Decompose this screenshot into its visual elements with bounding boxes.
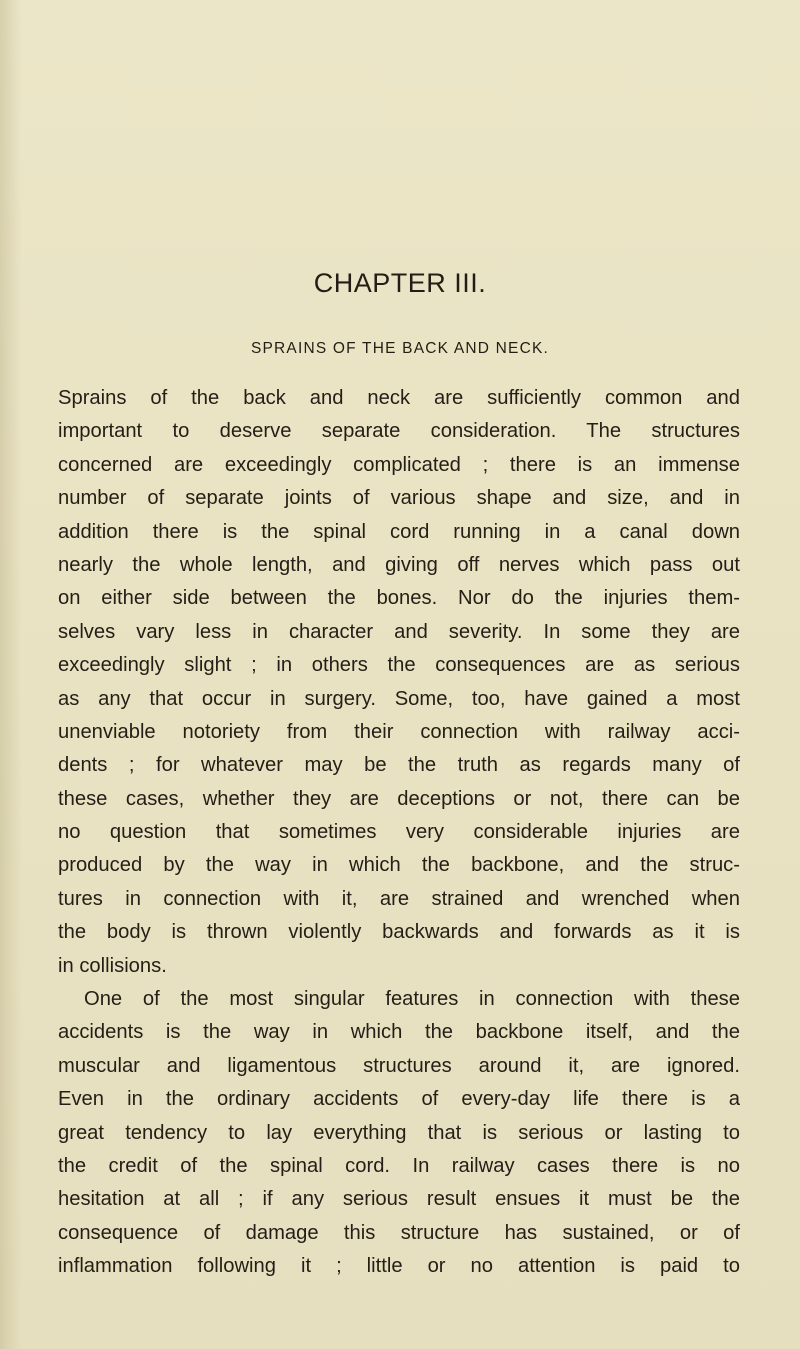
- text-line: inflammation following it ; little or no attention is paid to: [58, 1255, 740, 1278]
- text-line: no question that sometimes very considerable injuries are: [58, 821, 740, 844]
- text-line: as any that occur in surgery. Some, too, have gained a most: [58, 687, 740, 710]
- text-line: concerned are exceedingly complicated ; there is an immense: [58, 453, 740, 476]
- text-line: the credit of the spinal cord. In railway cases there is no: [58, 1154, 740, 1177]
- text-line: great tendency to lay everything that is serious or lasting to: [58, 1121, 740, 1144]
- text-line: selves vary less in character and severity. In some they are: [58, 620, 740, 643]
- text-line: accidents is the way in which the backbone itself, and the: [58, 1021, 740, 1044]
- text-line: One of the most singular features in connection with these: [84, 988, 740, 1011]
- text-line: unenviable notoriety from their connection with railway acci-: [58, 720, 740, 743]
- text-line: Even in the ordinary accidents of every-day life there is a: [58, 1088, 740, 1111]
- text-line: in collisions.: [58, 954, 167, 977]
- text-line: hesitation at all ; if any serious result ensues it must be the: [58, 1188, 740, 1211]
- body-text: [58, 382, 740, 1284]
- text-line: exceedingly slight ; in others the consequences are as serious: [58, 654, 740, 677]
- page-edge-shadow: [0, 0, 22, 1349]
- text-line: consequence of damage this structure has sustained, or of: [58, 1221, 740, 1244]
- chapter-title: CHAPTER III.: [313, 268, 487, 298]
- text-line: dents ; for whatever may be the truth as regards many of: [58, 754, 740, 777]
- text-line: tures in connection with it, are strained and wrenched when: [58, 887, 740, 910]
- text-line: these cases, whether they are deceptions or not, there can be: [58, 787, 740, 810]
- text-line: nearly the whole length, and giving off nerves which pass out: [58, 553, 740, 576]
- text-line: produced by the way in which the backbone, and the struc-: [58, 854, 740, 877]
- text-line: important to deserve separate consideration. The structures: [58, 420, 740, 443]
- text-line: number of separate joints of various shape and size, and in: [58, 487, 740, 510]
- text-line: the body is thrown violently backwards and forwards as it is: [58, 921, 740, 944]
- text-line: muscular and ligamentous structures around it, are ignored.: [58, 1054, 740, 1077]
- text-line: on either side between the bones. Nor do the injuries them-: [58, 587, 740, 610]
- text-line: addition there is the spinal cord running in a canal down: [58, 520, 740, 543]
- section-title: SPRAINS OF THE BACK AND NECK.: [250, 340, 550, 357]
- text-line: Sprains of the back and neck are sufficiently common and: [58, 387, 740, 409]
